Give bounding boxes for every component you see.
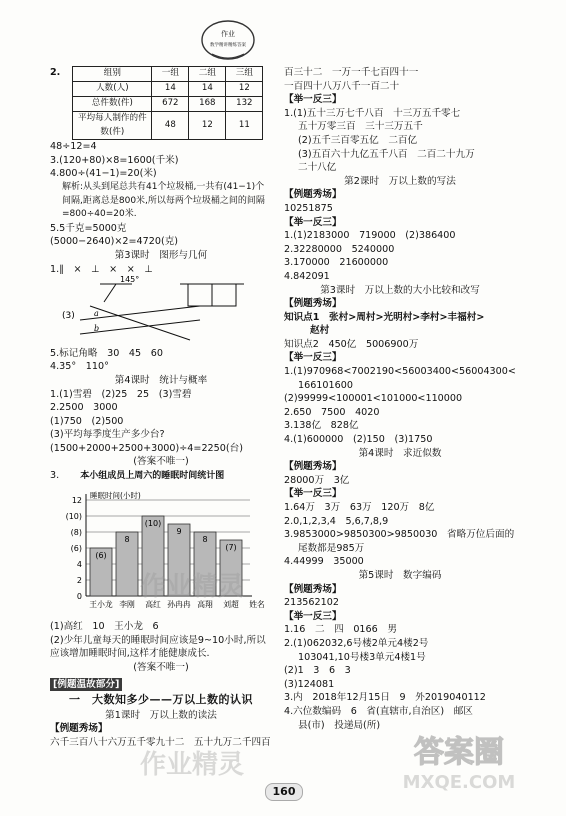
explanation-text: 解析:从头到尾总共有41个垃圾桶,一共有(41−1)个间隔,距离总是800米,所以每两个垃圾桶之间的间隔=800÷40=20米. [62,181,265,220]
example-label: 【例题秀场】 [284,298,342,310]
answer-line: 28000万 3亿 [284,474,350,486]
table-cell: 12 [226,82,263,97]
answer-line: 166101600 [298,379,353,391]
table-cell: 一组 [152,67,189,82]
example-label: 【例题秀场】 [50,723,108,735]
answer-line: 10251875 [284,202,333,214]
group-table [72,66,263,140]
answer-line: (2)五千三百零五亿 二百亿 [298,134,418,146]
bar-value-label: 8 [202,534,208,544]
lesson-heading: 第2课时 万以上数的写法 [344,175,456,187]
svg-text:145°: 145° [120,276,140,285]
unit-title: 一 大数知多少——万以上数的认识 [69,693,253,707]
quality-badge-icon [198,18,258,64]
answer-line: 1.64万 3万 63万 120万 8亿 [284,502,435,513]
right-column [284,66,516,732]
answer-line: 2.32280000 5240000 [284,243,395,255]
lesson-heading: 第5课时 数字编码 [358,569,442,581]
bar-value-label: 9 [176,526,182,536]
answer-line: 4.842091 [284,270,330,282]
answer-line: (3)平均每季度生产多少台? [50,429,165,441]
table-cell: 11 [226,112,263,140]
answer-line: 五十万零三百 三十三万五千 [298,121,423,133]
answer-line: (1500+2000+2500+3000)÷4=2250(台) [50,442,243,454]
section-label: [例题温故部分] [50,678,122,692]
table-cell: 12 [189,112,226,140]
y-tick-label: (10) [65,511,82,521]
bar-value-label: (6) [95,550,107,560]
answer-line: 1.∥ × ⊥ × × ⊥ [50,263,153,275]
x-tick-label: 高翔 [197,599,213,609]
y-tick-label: 4 [76,559,82,569]
answer-line: 3.内 2018年12月15日 9 外2019040112 [284,692,486,704]
answer-line: 3. [50,470,60,482]
svg-text:数学精讲精练答案: 数学精讲精练答案 [210,43,246,48]
answer-line: (1)高红 10 王小龙 6 [50,621,159,633]
table-cell: 人数(人) [73,82,152,97]
answer-line: (答案不唯一) [133,662,189,674]
watermark-text: 作业精灵 [140,750,245,780]
answer-line: (2)1 3 6 3 [284,665,351,677]
answer-line: (5000−2640)×2=4720(克) [50,236,179,248]
y-tick-label: (6) [70,543,82,553]
table-cell: 三组 [226,67,263,82]
answer-line: 4.35° 110° [50,361,109,373]
example-label: 【例题秀场】 [284,583,342,595]
table-cell: 平均每人制作的件数(件) [73,112,152,140]
bar-value-label: (7) [225,542,237,552]
table-cell: 14 [152,82,189,97]
answer-line: 2.(1)062032,6号楼2单元4楼2号 [284,637,429,649]
svg-text:a: a [94,309,99,319]
answer-line: (3)五百六十九亿五千八百 二百二十九万 [298,148,475,160]
practice-label: 【举一反三】 [284,352,342,364]
answer-line: (答案不唯一) [133,456,189,468]
answer-line: 5.标记角略 30 45 60 [50,347,163,359]
answer-line: 1.(1)970968<7002190<56003400<56004300< [284,366,516,378]
answer-line: (3)124081 [284,678,335,690]
lesson-heading: 第3课时 图形与几何 [114,249,208,261]
bar-value-label: 8 [124,534,130,544]
answer-line: 一百四十八万八千一百二十 [284,80,400,92]
answer-line: (2)99999<100001<101000<110000 [284,393,463,405]
answer-line: 赵村 [310,325,330,337]
left-column [50,66,272,750]
page-number: 160 [265,783,303,801]
answer-line: 5.5千克=5000克 [50,222,127,234]
answer-line: 103041,10号楼3单元4楼1号 [298,651,426,663]
answer-line: 2.2500 3000 [50,402,118,414]
example-label: 【例题秀场】 [284,189,342,201]
bar-value-label: (10) [144,518,162,528]
table-header-row [73,67,263,82]
y-axis-label: 睡眠时间(小时) [90,490,141,500]
y-tick-label: 12 [71,495,82,505]
table-cell: 总件数(件) [73,97,152,112]
answer-line: (1)750 (2)500 [50,415,124,427]
answer-line: 4.800÷(41−1)=20(米) [50,168,157,180]
geometry-figure [60,276,250,342]
svg-text:(3): (3) [62,311,75,322]
answer-line: 4.(1)600000 (2)150 (3)1750 [284,434,433,446]
x-tick-label: 姓名 [249,599,265,609]
answer-line: 六千三百八十六万五千零九十二 五十九万二千四百 [50,737,271,748]
answer-line: 2.650 7500 4020 [284,406,380,418]
svg-text:作业: 作业 [221,30,235,38]
table-row [73,82,263,97]
answer-line: 2.0,1,2,3,4 5,6,7,8,9 [284,515,389,527]
practice-label: 【举一反三】 [284,216,342,228]
y-tick-label: 0 [76,591,82,601]
x-tick-label: 刘超 [223,599,239,609]
table-cell: 组别 [73,67,152,82]
x-tick-label: 高红 [145,599,161,609]
table-cell: 48 [152,112,189,140]
x-tick-label: 李刚 [119,599,135,609]
practice-label: 【举一反三】 [284,488,342,500]
example-label: 【例题秀场】 [284,461,342,473]
answer-line: 3.138亿 828亿 [284,420,359,432]
x-tick-label: 孙冉冉 [167,599,191,609]
answer-line: 1.(1)五十三万七千八百 十三万五千零七 [284,107,461,119]
answer-line: 3.9853000>9850300>9850030 省略万位后面的 [284,529,515,541]
answer-line: 213562102 [284,597,339,609]
answer-line: 1.(1)雪碧 (2)25 25 (3)雪碧 [50,388,192,400]
lesson-heading: 第1课时 万以上数的读法 [105,709,217,721]
practice-label: 【举一反三】 [284,610,342,622]
answer-line: 县(市) 投递局(所) [298,719,381,731]
answer-line: 4.44999 35000 [284,556,364,568]
lesson-heading: 第3课时 万以上数的大小比较和改写 [320,284,480,296]
lesson-heading: 第4课时 统计与概率 [114,374,208,386]
table-cell: 二组 [189,67,226,82]
chart-title: 本小组成员上周六的睡眠时间统计图 [80,471,225,482]
answer-line: 3.170000 21600000 [284,257,389,269]
table-row [73,97,263,112]
q2-label: 2. [50,67,61,78]
table-cell: 672 [152,97,189,112]
table-cell: 14 [189,82,226,97]
watermark-text: 作业精灵 [140,572,245,602]
svg-text:MXQE.COM: MXQE.COM [402,772,516,793]
answer-line: 知识点2 450亿 5006900万 [284,338,419,350]
lesson-heading: 第4课时 求近似数 [358,447,442,459]
y-tick-label: (8) [70,527,82,537]
svg-text:b: b [94,324,100,334]
answer-line: 4.六位数编码 6 省(直辖市,自治区) 邮区 [284,705,473,717]
answer-line: 尾数都是985万 [298,542,365,554]
y-tick-label: 2 [76,575,82,585]
answer-line: 1.16 二 四 0166 男 [284,624,397,636]
x-tick-label: 王小龙 [89,599,113,609]
answer-line: 3.(120+80)×8=1600(千米) [50,154,179,166]
practice-label: 【举一反三】 [284,94,342,106]
table-row [73,112,263,140]
answer-line: 1.(1)2183000 719000 (2)386400 [284,230,456,242]
svg-text:答案圈: 答案圈 [414,735,504,770]
answer-line: 二十八亿 [298,162,337,174]
answer-line: 百三十二 一万一千七百四十一 [284,67,419,78]
answer-line: (2)少年儿童每天的睡眠时间应该是9~10小时,所以应该增加睡眠时间,这样才能健康成长. [50,634,266,660]
answer-line: 48÷12=4 [50,141,97,153]
site-logo [384,726,534,796]
answer-line: 知识点1 张村>周村>光明村>李村>丰福村> [284,311,485,323]
table-cell: 132 [226,97,263,112]
table-cell: 168 [189,97,226,112]
